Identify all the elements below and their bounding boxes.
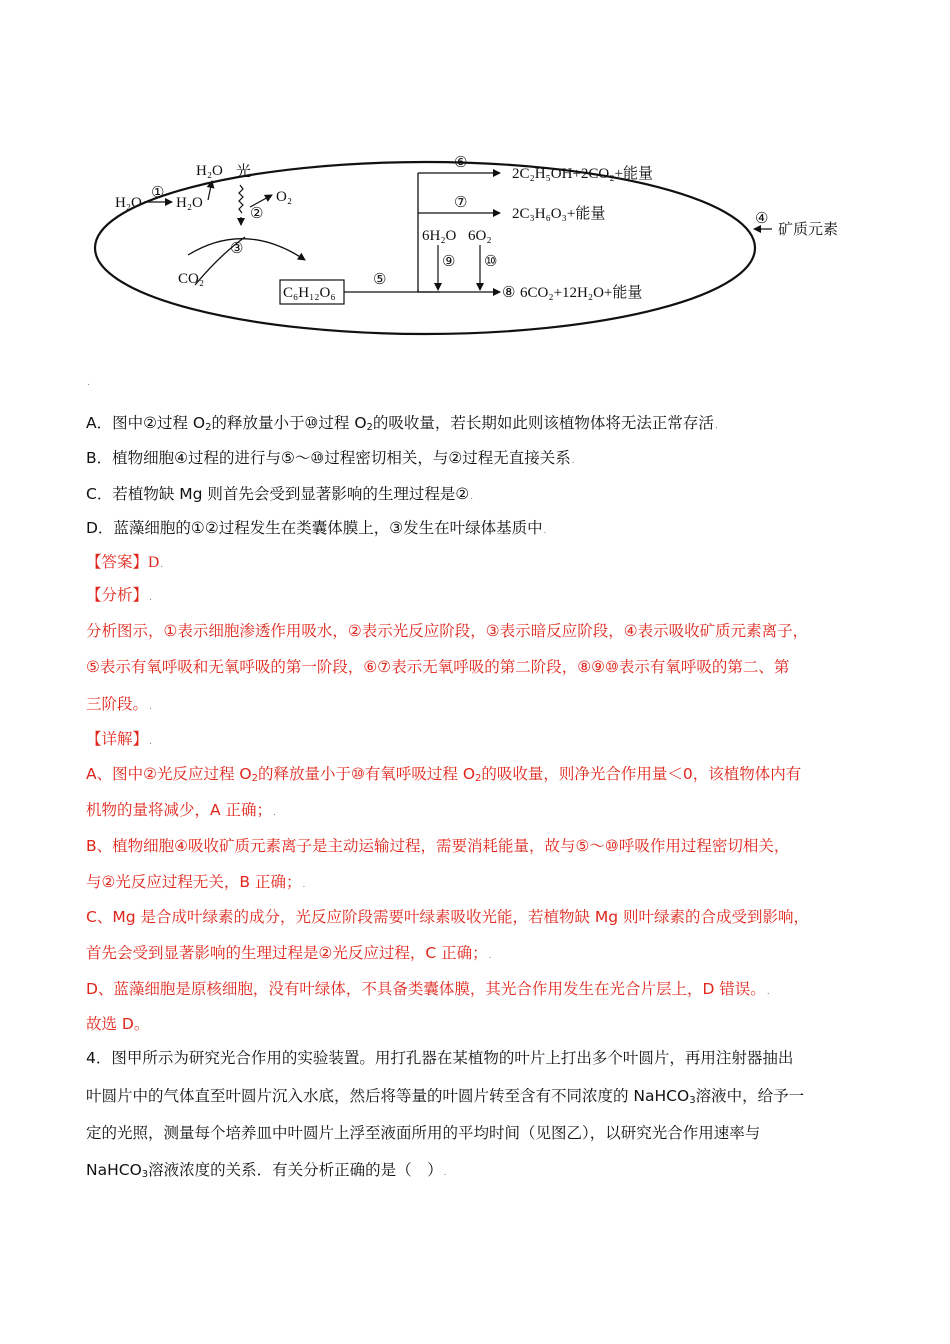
stray-mark: . — [87, 378, 90, 388]
label-o2: O₂ — [276, 189, 293, 205]
label-h2o-mid: H₂O — [176, 195, 203, 211]
detail-label: 【详解】. — [86, 730, 152, 748]
label-co2: CO₂ — [178, 271, 205, 287]
label-h2o-top: H₂O — [196, 163, 223, 179]
question-4-line-2: 叶圆片中的气体直至叶圆片沉入水底，然后将等量的叶圆片转至含有不同浓度的 NaHCO$_3$溶液中，给予一 — [86, 1087, 805, 1106]
label-process-7: ⑦ — [454, 195, 468, 211]
label-oxygen-6: 6O₂ — [468, 228, 492, 244]
label-process-6: ⑥ — [454, 155, 468, 171]
analysis-line-2: ⑤表示有氧呼吸和无氧呼吸的第一阶段，⑥⑦表示无氧呼吸的第二阶段，⑧⑨⑩表示有氧呼吸的第二、第 — [86, 658, 790, 676]
detail-b-line-1: B、植物细胞④吸收矿质元素离子是主动运输过程，需要消耗能量，故与⑤～⑩呼吸作用过程密切相关， — [86, 837, 790, 855]
analysis-line-3: 三阶段。. — [86, 695, 152, 713]
option-d: D．蓝藻细胞的①②过程发生在类囊体膜上，③发生在叶绿体基质中. — [86, 519, 547, 537]
answer-line: 【答案】D. — [86, 553, 164, 571]
option-c: C．若植物缺 Mg 则首先会受到显著影响的生理过程是②. — [86, 485, 474, 503]
label-h2o-left: H₂O — [115, 195, 142, 211]
label-mineral: 矿质元素 — [778, 220, 839, 238]
option-a: A．图中②过程 $O_2$的释放量小于⑩过程 $O_2$的吸收量，若长期如此则该植物体将无法正常存活. — [86, 414, 718, 433]
detail-conclusion: 故选 D。 — [86, 1015, 150, 1033]
photosynthesis-respiration-diagram — [80, 145, 870, 345]
question-4-line-3: 定的光照，测量每个培养皿中叶圆片上浮至液面所用的平均时间（见图乙），以研究光合作用速率与 — [86, 1124, 761, 1142]
detail-d-line-1: D、蓝藻细胞是原核细胞，没有叶绿体，不具备类囊体膜，其光合作用发生在光合片层上，D 错误。. — [86, 980, 770, 998]
option-b: B．植物细胞④过程的进行与⑤～⑩过程密切相关，与②过程无直接关系. — [86, 449, 575, 467]
answer-label: 【答案】 — [86, 553, 149, 571]
label-process-9: ⑨ — [442, 254, 456, 270]
detail-b-line-2: 与②光反应过程无关，B 正确；. — [86, 873, 306, 891]
analysis-line-1: 分析图示，①表示细胞渗透作用吸水，②表示光反应阶段，③表示暗反应阶段，④表示吸收矿质元素离子， — [86, 622, 809, 640]
label-process-2: ② — [250, 206, 264, 222]
label-process-1: ① — [151, 185, 165, 201]
detail-a-line-2: 机物的量将减少，A 正确；. — [86, 801, 276, 819]
cell-ellipse — [95, 162, 755, 334]
analysis-label: 【分析】. — [86, 586, 152, 604]
label-light: 光 — [236, 162, 252, 180]
detail-c-line-2: 首先会受到显著影响的生理过程是②光反应过程，C 正确；. — [86, 944, 492, 962]
label-glucose: C₆H₁₂O₆ — [283, 285, 336, 301]
label-water-6: 6H₂O — [422, 228, 457, 244]
label-product-6: 2C₂H₅OH+2CO₂+能量 — [512, 166, 653, 182]
question-4-line-4: NaHCO$_3$溶液浓度的关系．有关分析正确的是（ ）. — [86, 1161, 447, 1180]
label-process-5: ⑤ — [373, 272, 387, 288]
question-4-line-1: 4．图甲所示为研究光合作用的实验装置。用打孔器在某植物的叶片上打出多个叶圆片，再用注射器抽出 — [86, 1049, 794, 1067]
label-product-8: 6CO₂+12H₂O+能量 — [520, 285, 643, 301]
label-process-8: ⑧ — [502, 285, 516, 301]
answer-value: D — [148, 554, 160, 571]
detail-a-line-1: A、图中②光反应过程 $O_2$的释放量小于⑩有氧呼吸过程 $O_2$的吸收量，则净光合作用量＜0，该植物体内有 — [86, 765, 802, 784]
label-process-4: ④ — [755, 211, 769, 227]
label-process-3: ③ — [230, 241, 244, 257]
label-process-10: ⑩ — [484, 254, 498, 270]
label-product-7: 2C₃H₆O₃+能量 — [512, 206, 606, 222]
detail-c-line-1: C、Mg 是合成叶绿素的成分，光反应阶段需要叶绿素吸收光能，若植物缺 Mg 则叶绿素的合成受到影响， — [86, 908, 810, 926]
